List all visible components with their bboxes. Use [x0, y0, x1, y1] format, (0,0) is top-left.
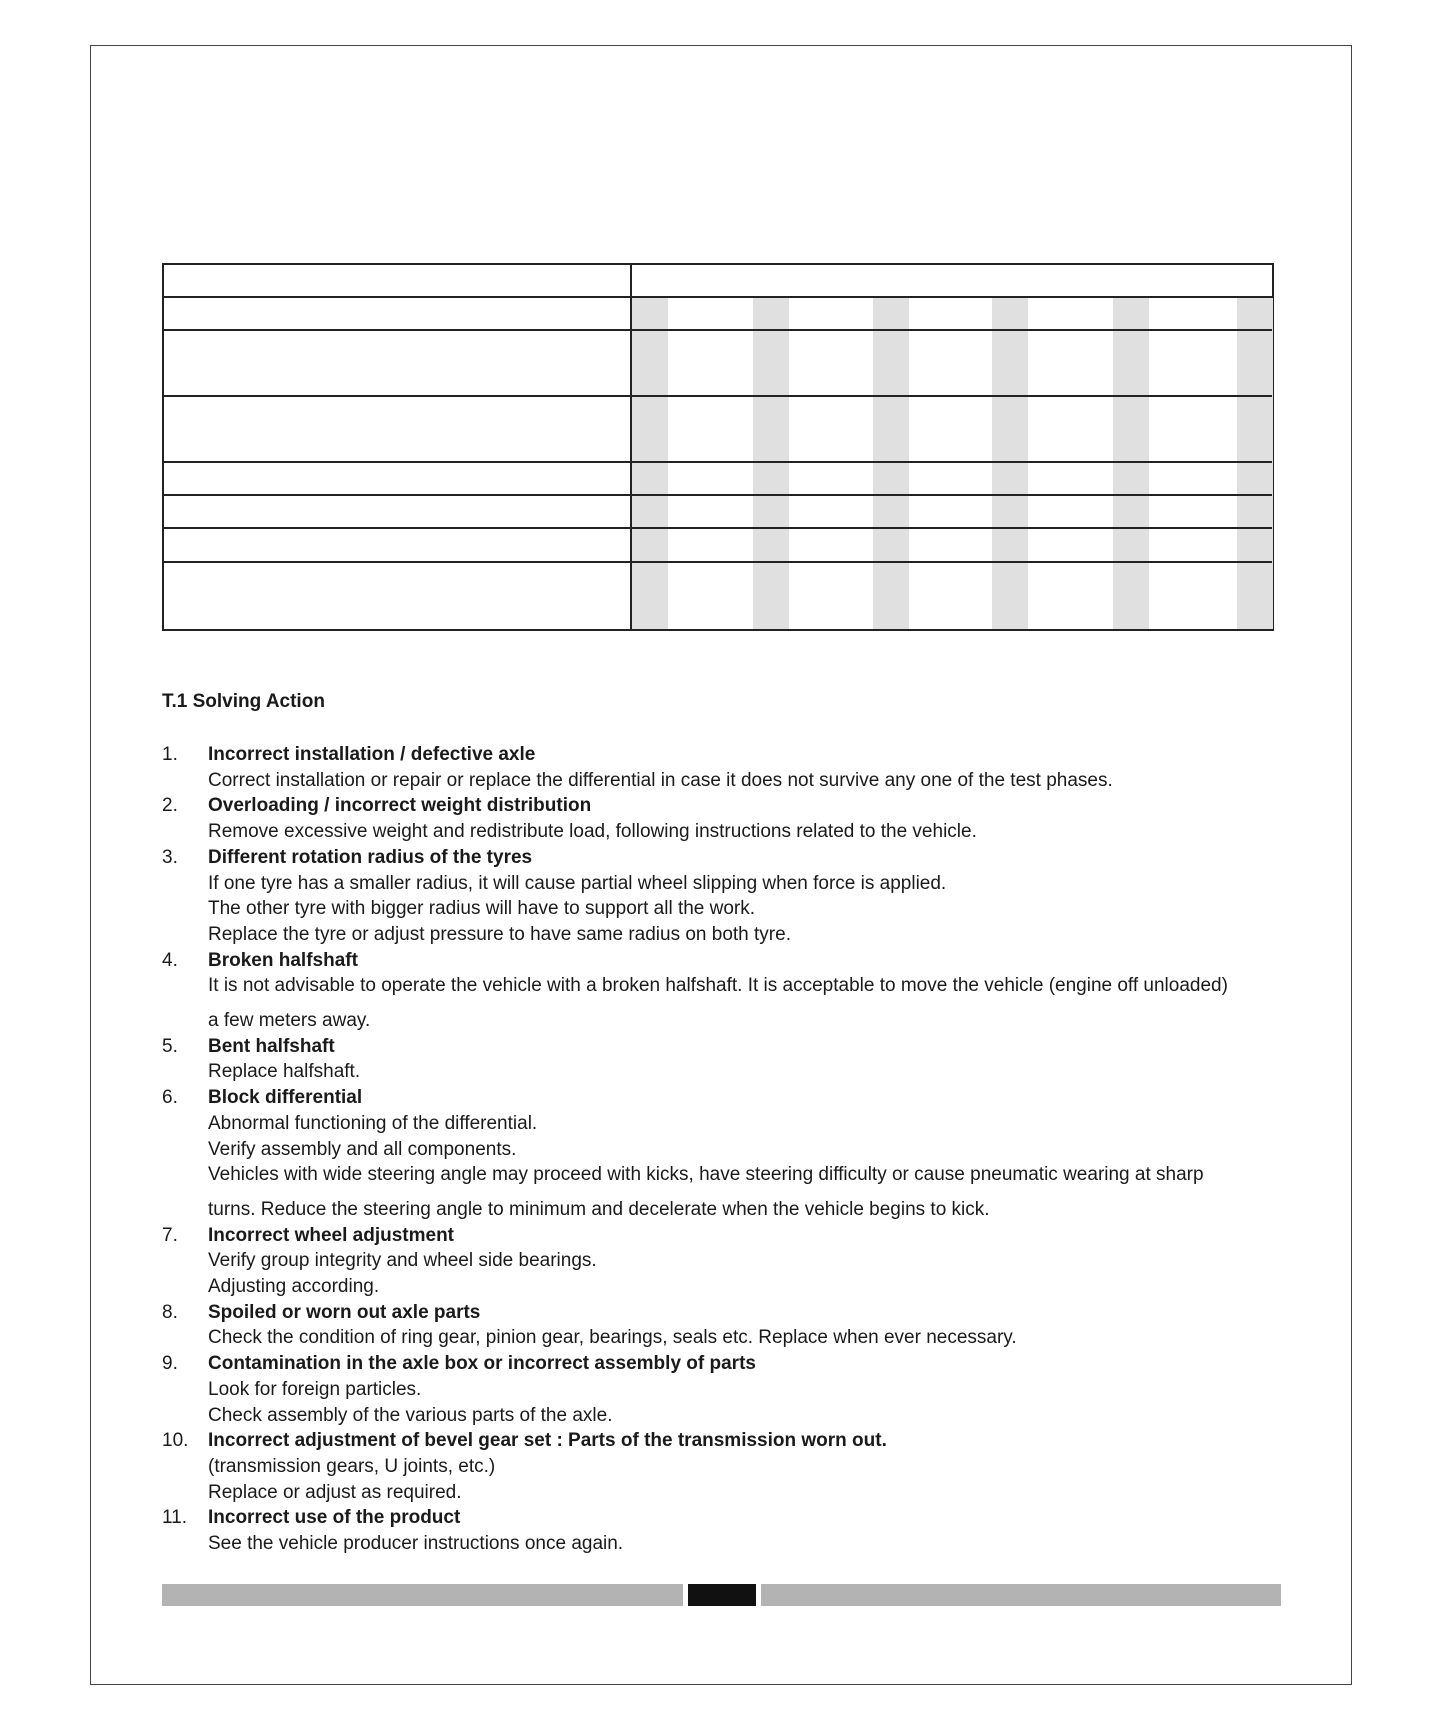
list-item-text: It is not advisable to operate the vehicle with a broken halfshaft. It is acceptable to move the vehicle (engine off unloaded)	[208, 975, 1228, 997]
list-item-title: Contamination in the axle box or incorrect assembly of parts	[208, 1353, 756, 1375]
table-shaded-column	[992, 298, 1028, 629]
list-item-text: a few meters away.	[208, 1010, 371, 1032]
table-shaded-column	[873, 298, 909, 629]
list-item-title: Incorrect installation / defective axle	[208, 744, 536, 765]
list-item-number: 3.	[162, 846, 178, 868]
list-item-number: 5.	[162, 1035, 178, 1057]
list-item-title: Broken halfshaft	[208, 949, 358, 971]
table-column-divider	[630, 265, 632, 629]
list-item-title: Block differential	[208, 1087, 363, 1109]
footer-bar-left	[162, 1584, 683, 1606]
list-item-text: If one tyre has a smaller radius, it will cause partial wheel slipping when force is applied.	[208, 872, 947, 894]
footer-bar-right	[761, 1584, 1281, 1606]
table-row-line	[164, 527, 1272, 529]
list-item	[162, 1505, 1302, 1556]
list-item-title: Overloading / incorrect weight distribution	[208, 795, 592, 817]
list-item	[162, 742, 1302, 793]
table-shaded-column	[1237, 298, 1273, 629]
list-item-title: Incorrect wheel adjustment	[208, 1224, 455, 1246]
table-row-line	[164, 461, 1272, 463]
list-item-title: Incorrect use of the product	[208, 1507, 461, 1529]
list-item-number: 2.	[162, 795, 178, 817]
table-row-line	[164, 329, 630, 331]
list-item	[162, 1351, 1302, 1428]
list-item-text: Verify assembly and all components.	[208, 1138, 517, 1160]
list-item-text: Replace halfshaft.	[208, 1061, 361, 1083]
list-item-text: Look for foreign particles.	[208, 1378, 422, 1400]
list-item-number: 7.	[162, 1224, 178, 1246]
list-item	[162, 1300, 1302, 1351]
list-item	[162, 1223, 1302, 1300]
list-item-number: 6.	[162, 1087, 178, 1109]
list-item-title: Spoiled or worn out axle parts	[208, 1301, 481, 1323]
list-item-number: 9.	[162, 1353, 178, 1375]
list-item-text: Replace or adjust as required.	[208, 1481, 462, 1503]
table-row-line	[630, 329, 1272, 331]
list-item	[162, 948, 1302, 1034]
table-row-line	[164, 494, 1272, 496]
table-shaded-column	[632, 298, 668, 629]
list-item-text: See the vehicle producer instructions once again.	[208, 1533, 624, 1555]
list-item-title: Bent halfshaft	[208, 1035, 335, 1057]
list-item-text: (transmission gears, U joints, etc.)	[208, 1455, 496, 1477]
list-item-text: Vehicles with wide steering angle may proceed with kicks, have steering difficulty or cause pneumatic wearing at sharp	[208, 1164, 1204, 1186]
list-item	[162, 1085, 1302, 1223]
list-item-text: Verify group integrity and wheel side bearings.	[208, 1250, 597, 1272]
list-item-text: Abnormal functioning of the differential.	[208, 1112, 538, 1134]
list-item-number: 8.	[162, 1301, 178, 1323]
table-shaded-column	[753, 298, 789, 629]
list-item-number: 11.	[162, 1507, 188, 1529]
list-item-text: Adjusting according.	[208, 1276, 380, 1298]
diagnostic-table	[162, 263, 1274, 631]
footer-page-box	[688, 1584, 756, 1606]
table-row-line	[164, 296, 1272, 298]
list-item	[162, 1428, 1302, 1505]
list-item	[162, 793, 1302, 844]
list-item-number: 4.	[162, 949, 178, 971]
solving-action-list	[162, 742, 1302, 1557]
list-item	[162, 845, 1302, 948]
list-item-text: Check assembly of the various parts of the axle.	[208, 1404, 613, 1426]
list-item	[162, 1034, 1302, 1085]
list-item-number: 10.	[162, 1430, 189, 1452]
list-item-text: turns. Reduce the steering angle to minimum and decelerate when the vehicle begins to kick.	[208, 1198, 990, 1220]
list-item-text: The other tyre with bigger radius will have to support all the work.	[208, 898, 756, 920]
list-item-text: Remove excessive weight and redistribute load, following instructions related to the vehicle.	[208, 821, 977, 843]
list-item-text: Check the condition of ring gear, pinion gear, bearings, seals etc. Replace when ever necessary.	[208, 1327, 1017, 1349]
section-title: T.1 Solving Action	[162, 691, 325, 712]
table-row-line	[164, 395, 1272, 397]
list-item-title: Incorrect adjustment of bevel gear set : Parts of the transmission worn out.	[208, 1430, 887, 1452]
table-row-line	[164, 561, 1272, 563]
list-item-number: 1.	[162, 744, 178, 765]
list-item-title: Different rotation radius of the tyres	[208, 846, 533, 868]
list-item-text: Replace the tyre or adjust pressure to have same radius on both tyre.	[208, 923, 791, 945]
list-item-text: Correct installation or repair or replace the differential in case it does not survive any one of the test phases.	[208, 769, 1113, 791]
table-shaded-column	[1113, 298, 1149, 629]
